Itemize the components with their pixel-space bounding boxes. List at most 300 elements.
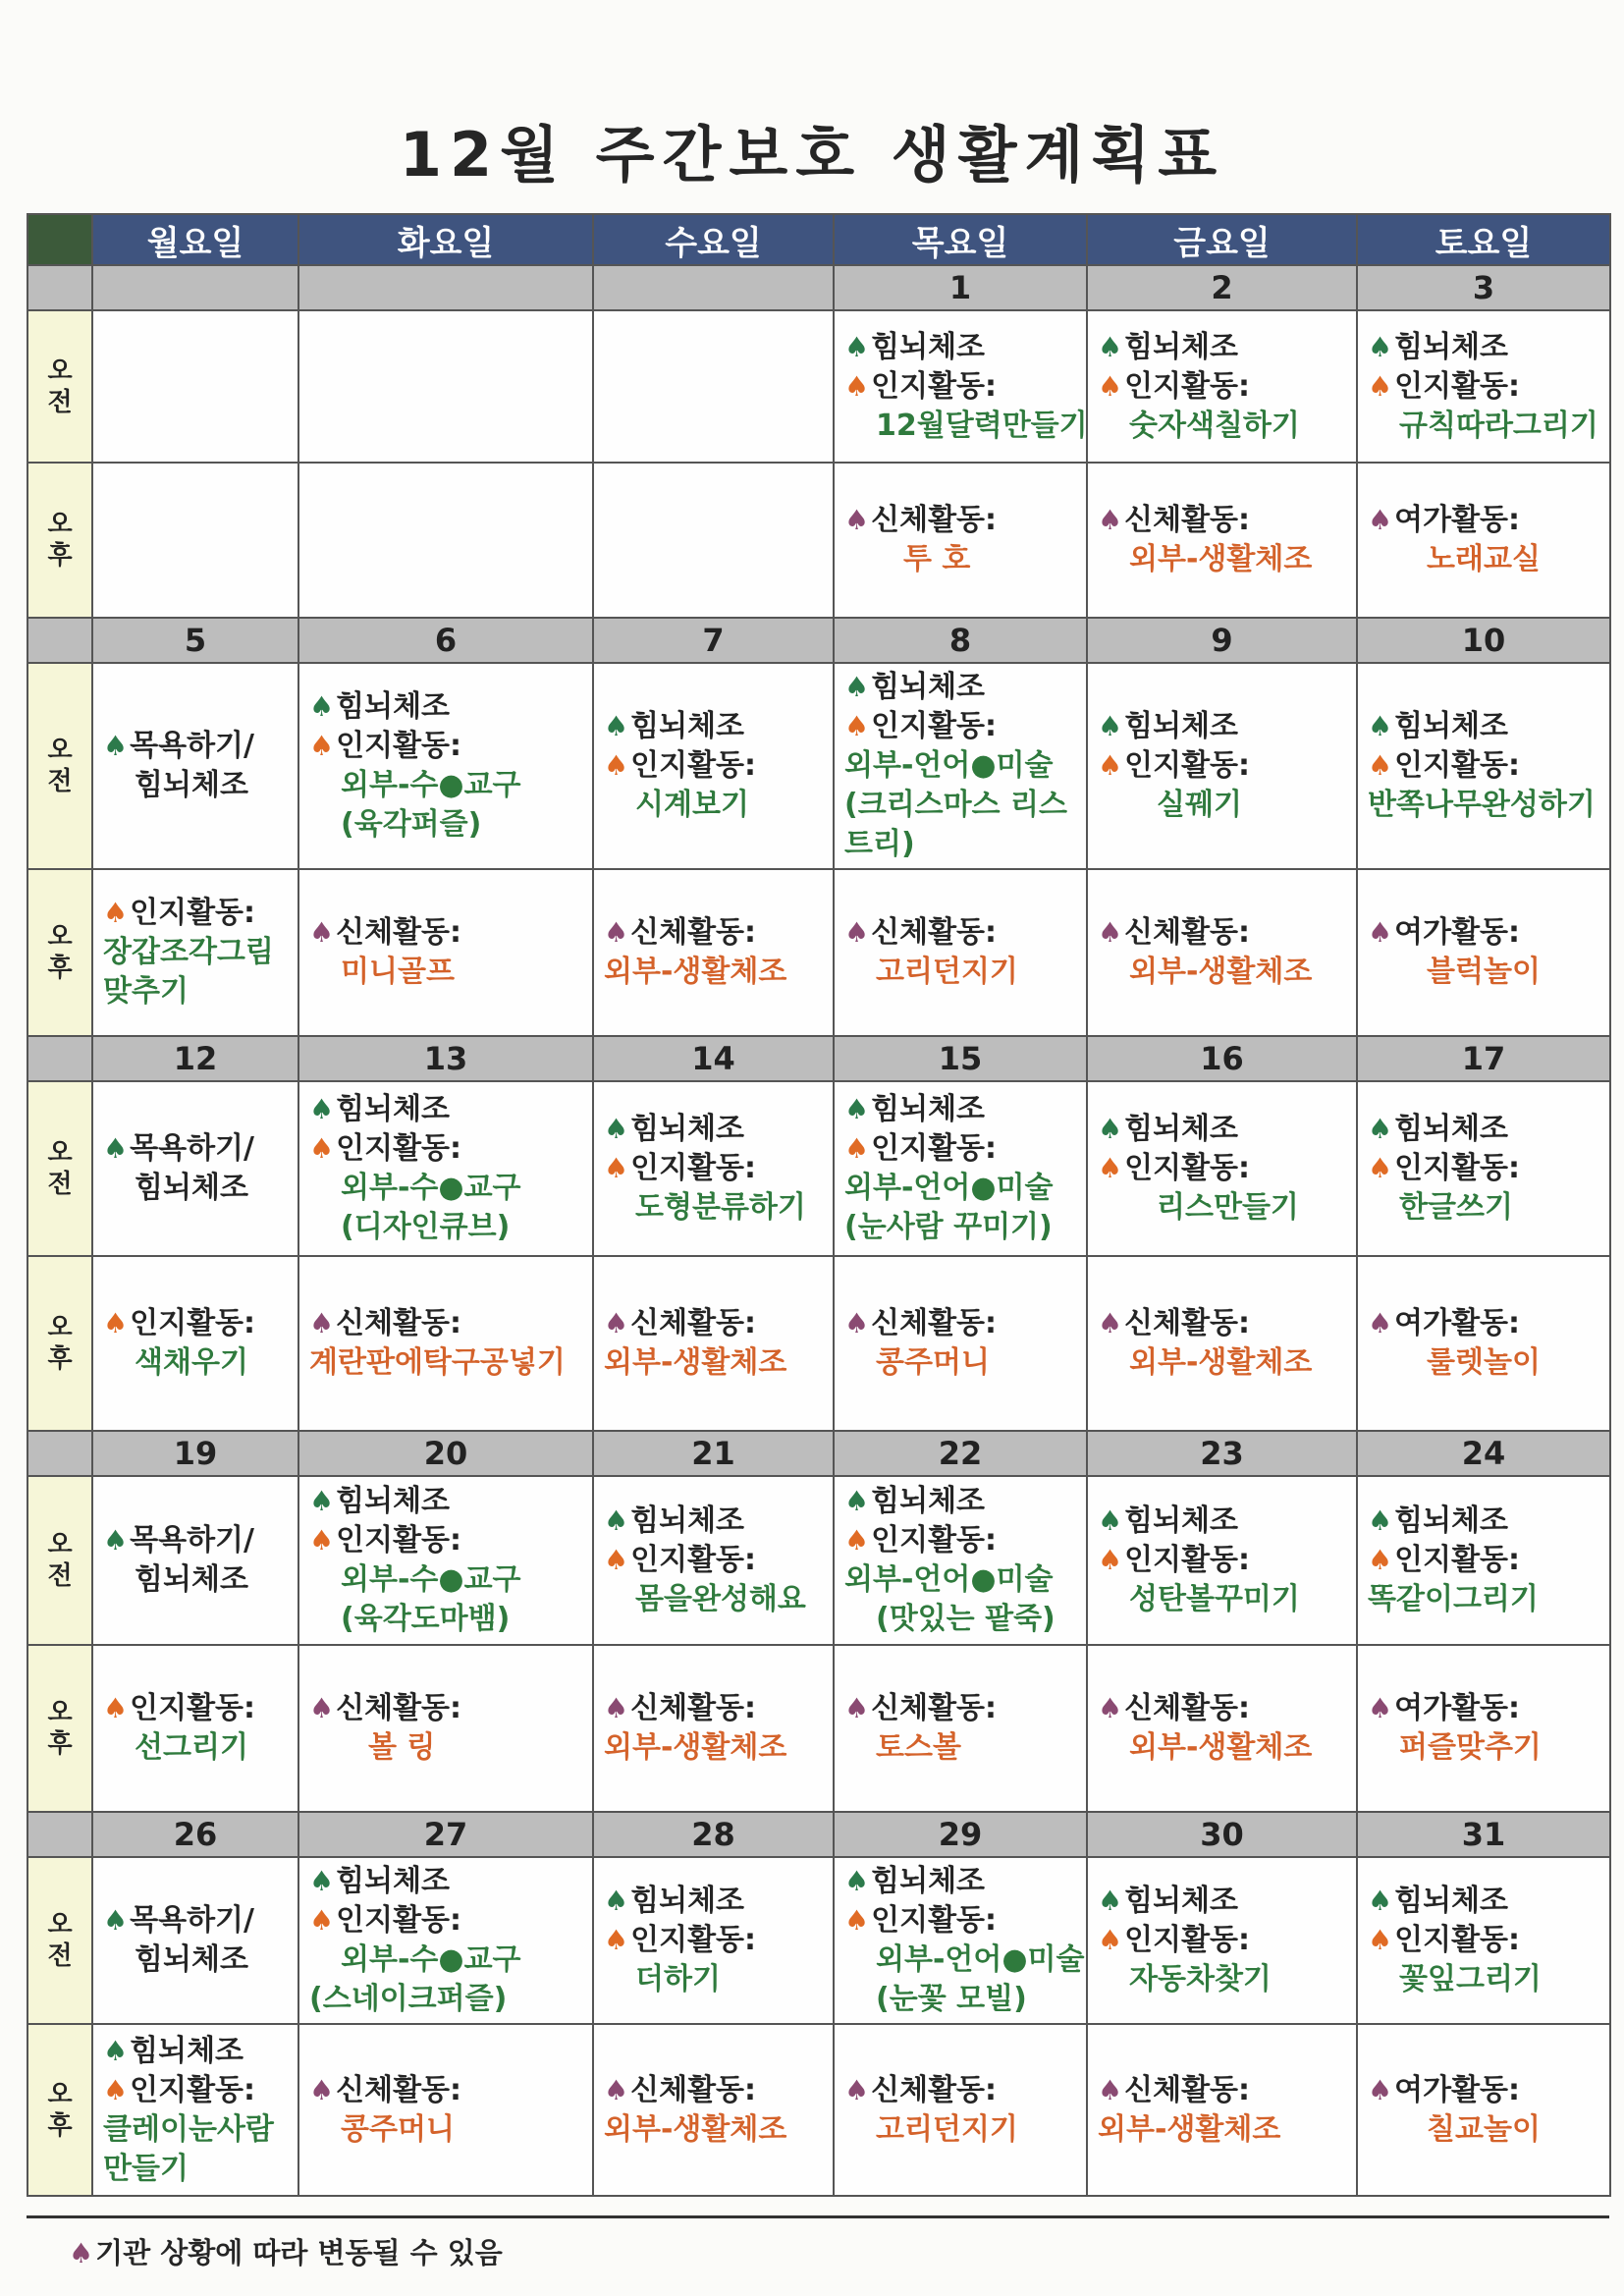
page-title: 12월 주간보호 생활계획표 [399,119,1225,191]
activity-text: 신체활동: [630,2072,757,2107]
activity-cell [92,869,298,1036]
date-cell: 3 [1357,265,1610,310]
date-cell: 27 [298,1812,593,1857]
activity-text: 여가활동: [1394,1306,1521,1340]
activity-line [1098,1541,1350,1580]
activity-text: 똑같이그리기 [1368,1582,1539,1616]
pm-label-char: 오 [47,1698,73,1727]
activity-line [309,913,586,953]
activity-line [103,727,292,766]
spade-purple-icon: ♠ [844,916,870,949]
activity-text: 힘뇌체조 [336,689,451,724]
activity-cell [1357,463,1610,618]
date-cell: 7 [593,618,834,663]
activity-line [103,933,292,972]
activity-line [309,1090,586,1129]
activity-line [1098,328,1350,367]
activity-line [1098,1110,1350,1149]
activity-text: 인지활동: [1394,368,1521,404]
activity-text: (스네이크퍼즐) [309,1982,508,2016]
activity-line [309,1901,586,1941]
activity-cell [593,1857,834,2024]
activity-line [844,1521,1080,1560]
activity-line [103,1941,292,1980]
activity-line [103,972,292,1011]
activity-text: 힘뇌체조 [135,1562,248,1597]
spade-green-icon: ♠ [309,1865,335,1897]
spade-green-icon: ♠ [1098,710,1123,742]
activity-line [844,1941,1085,1980]
activity-cell [593,310,834,463]
day-header: 수요일 [593,214,834,265]
activity-line [309,1862,586,1901]
activity-line [103,1901,292,1941]
spade-orange-icon: ♠ [103,1692,129,1724]
activity-text: 인지활동: [336,1903,462,1938]
activity-text: 힘뇌체조 [336,1092,451,1126]
activity-text: 외부-수●교구 [341,1171,521,1205]
spade-orange-icon: ♠ [309,730,335,762]
activity-text: 외부-생활체조 [604,1730,787,1765]
pm-label-char: 후 [47,1729,73,1759]
activity-line [1368,786,1603,825]
activity-line [1368,2110,1603,2150]
activity-line [103,1728,292,1768]
activity-cell [298,1476,593,1645]
activity-cell [298,869,593,1036]
activity-text: 인지활동: [871,1523,998,1558]
activity-line [604,913,827,953]
activity-line [1368,367,1603,407]
activity-text: 여가활동: [1394,915,1521,950]
activity-text: 인지활동: [1124,1543,1251,1577]
activity-line [1098,746,1350,786]
spade-green-icon: ♠ [1368,1113,1393,1145]
activity-line [1098,1304,1350,1343]
date-cell: 30 [1087,1812,1357,1857]
spade-green-icon: ♠ [309,1485,335,1517]
activity-line [309,1208,586,1247]
activity-text: 인지활동: [630,1923,757,1957]
activity-text: 고리던지기 [876,955,1018,989]
am-label-char: 오 [47,1138,73,1168]
activity-cell [593,1645,834,1812]
day-header: 목요일 [834,214,1087,265]
spade-purple-icon: ♠ [844,1692,870,1724]
activity-line [604,1304,827,1343]
am-label [27,310,92,463]
activity-cell [834,463,1087,618]
spade-green-icon: ♠ [604,1504,629,1537]
activity-text: 신체활동: [630,1306,757,1340]
activity-text: 신체활동: [336,2072,462,2107]
activity-text: 장갑조각그림 [103,935,274,969]
activity-cell [1087,463,1357,618]
spade-purple-icon: ♠ [309,1692,335,1724]
spade-purple-icon: ♠ [309,2073,335,2106]
activity-text: (육각퍼즐) [341,807,482,842]
activity-cell [593,1476,834,1645]
activity-line [309,1941,586,1980]
am-label-char: 전 [47,1170,73,1199]
activity-cell [298,1081,593,1256]
spade-orange-icon: ♠ [604,1152,629,1184]
activity-line [604,1882,827,1921]
activity-line [604,1580,827,1619]
spade-orange-icon: ♠ [1098,1152,1123,1184]
pm-label [27,1256,92,1431]
spade-purple-icon: ♠ [309,1307,335,1339]
activity-line [103,894,292,933]
activity-line [309,1304,586,1343]
spade-purple-icon: ♠ [309,916,335,949]
date-row-side [27,265,92,310]
activity-line [103,1560,292,1600]
date-cell [593,265,834,310]
activity-text: 블럭놀이 [1427,955,1541,989]
activity-line [844,913,1080,953]
activity-text: 외부-생활체조 [604,2111,787,2147]
pm-label-char: 오 [47,2079,73,2109]
activity-text: 외부-생활체조 [1098,2111,1281,2147]
am-row [27,1476,1610,1645]
activity-cell [298,1857,593,2024]
activity-line [1098,1580,1350,1619]
activity-text: 인지활동: [630,1151,757,1185]
activity-line [103,766,292,805]
spade-green-icon: ♠ [844,1865,870,1897]
activity-text: 여가활동: [1394,1691,1521,1725]
activity-line [1098,953,1350,992]
activity-line [1368,1188,1603,1228]
activity-line [1098,1882,1350,1921]
activity-line [604,1960,827,1999]
activity-text: 힘뇌체조 [1124,1112,1239,1146]
activity-text: 신체활동: [871,2072,998,2107]
activity-cell [834,1081,1087,1256]
date-row [27,618,1610,663]
activity-text: 노래교실 [1427,542,1541,576]
activity-line [103,1169,292,1208]
date-cell: 12 [92,1036,298,1081]
activity-line [1098,407,1350,446]
activity-text: 힘뇌체조 [135,768,248,802]
activity-line [604,1541,827,1580]
activity-cell [1087,1645,1357,1812]
activity-text: 힘뇌체조 [130,2033,244,2068]
am-label-char: 전 [47,767,73,796]
activity-line [604,1343,827,1383]
spade-green-icon: ♠ [1368,330,1393,363]
activity-cell [298,463,593,618]
activity-text: 인지활동: [336,729,462,763]
activity-text: 힘뇌체조 [630,1503,745,1538]
activity-text: 콩주머니 [341,2111,455,2147]
activity-line [604,2071,827,2110]
activity-cell [834,1476,1087,1645]
date-cell: 17 [1357,1036,1610,1081]
date-row-side [27,1036,92,1081]
date-cell: 29 [834,1812,1087,1857]
activity-cell [1357,310,1610,463]
activity-text: 힘뇌체조 [336,1864,451,1898]
activity-text: 투 호 [903,542,971,576]
activity-cell [92,1645,298,1812]
spade-orange-icon: ♠ [844,1132,870,1165]
activity-text: 힘뇌체조 [871,1864,986,1898]
activity-line [1098,707,1350,746]
date-cell: 22 [834,1431,1087,1476]
spade-green-icon: ♠ [844,330,870,363]
activity-cell [834,1256,1087,1431]
activity-text: 신체활동: [1124,1691,1251,1725]
activity-text: 퍼즐맞추기 [1399,1730,1542,1765]
pm-label [27,2024,92,2196]
activity-line [844,1208,1080,1247]
activity-line [1098,1343,1350,1383]
date-cell: 20 [298,1431,593,1476]
pm-label-char: 후 [47,1344,73,1374]
activity-line [1368,1960,1603,1999]
spade-orange-icon: ♠ [844,369,870,403]
spade-purple-icon: ♠ [1098,2073,1123,2106]
activity-line [309,687,586,727]
date-cell [92,265,298,310]
activity-text: 신체활동: [336,1306,462,1340]
activity-line [1368,953,1603,992]
activity-line [1098,1689,1350,1728]
activity-cell [1357,1857,1610,2024]
activity-cell [1087,1857,1357,2024]
spade-purple-icon: ♠ [604,1692,629,1724]
activity-text: 규칙따라그리기 [1399,408,1598,443]
spade-purple-icon: ♠ [604,2073,629,2106]
activity-text: 외부-언어●미술 [844,748,1054,783]
date-cell: 16 [1087,1036,1357,1081]
activity-line [1368,1882,1603,1921]
date-cell: 1 [834,265,1087,310]
activity-line [309,1521,586,1560]
spade-orange-icon: ♠ [103,2073,129,2106]
spade-orange-icon: ♠ [309,1904,335,1937]
date-row [27,1431,1610,1476]
activity-text: 힘뇌체조 [871,329,986,364]
activity-line [844,668,1080,707]
activity-text: 외부-수●교구 [341,1562,521,1597]
activity-cell [593,663,834,869]
spade-orange-icon: ♠ [1098,1924,1123,1956]
activity-text: 맞추기 [103,974,189,1009]
activity-text: 인지활동: [871,1131,998,1166]
activity-text: 목욕하기/ [130,1131,254,1166]
spade-orange-icon: ♠ [844,710,870,742]
activity-text: 신체활동: [1124,915,1251,950]
pm-row [27,1256,1610,1431]
activity-text: 힘뇌체조 [1394,709,1509,743]
activity-cell [1357,663,1610,869]
activity-line [1368,1304,1603,1343]
activity-line [103,2150,292,2189]
activity-line [1368,540,1603,579]
activity-text: 클레이눈사람 [103,2111,274,2147]
activity-line [309,1728,586,1768]
activity-line [604,786,827,825]
activity-text: 외부-언어●미술 [844,1171,1054,1205]
spade-orange-icon: ♠ [604,1924,629,1956]
activity-text: 인지활동: [630,748,757,783]
activity-line [103,1521,292,1560]
spade-purple-icon: ♠ [1368,2073,1393,2106]
activity-line [103,2071,292,2110]
am-label-char: 오 [47,355,73,386]
activity-cell [1357,1476,1610,1645]
activity-text: 도형분류하기 [635,1190,806,1225]
activity-cell [593,869,834,1036]
activity-line [103,2032,292,2071]
activity-text: 인지활동: [130,2072,256,2107]
activity-text: 신체활동: [871,915,998,950]
spade-orange-icon: ♠ [1098,1544,1123,1576]
date-row-side [27,618,92,663]
spade-orange-icon: ♠ [1368,1544,1393,1576]
activity-line [1368,407,1603,446]
activity-line [844,1689,1080,1728]
activity-line [309,1129,586,1169]
am-label-char: 오 [47,1910,73,1940]
activity-text: 인지활동: [1124,368,1251,404]
activity-text: 숫자색칠하기 [1129,408,1300,443]
activity-text: 신체활동: [336,915,462,950]
activity-text: 인지활동: [130,896,256,930]
spade-orange-icon: ♠ [844,1904,870,1937]
spade-green-icon: ♠ [103,1524,129,1557]
pm-row [27,463,1610,618]
activity-text: 힘뇌체조 [135,1942,248,1977]
activity-cell [1357,1081,1610,1256]
activity-line [103,1689,292,1728]
activity-line [1368,328,1603,367]
activity-cell [1087,1081,1357,1256]
activity-text: 외부-수●교구 [341,1942,521,1977]
spade-green-icon: ♠ [844,1093,870,1125]
activity-text: 외부-생활체조 [1129,1345,1313,1380]
activity-text: 시계보기 [635,788,749,822]
activity-line [1368,707,1603,746]
activity-text: 힘뇌체조 [1124,329,1239,364]
spade-green-icon: ♠ [1098,1885,1123,1917]
activity-text: 신체활동: [1124,503,1251,537]
date-cell: 23 [1087,1431,1357,1476]
spade-purple-icon: ♠ [1098,916,1123,949]
activity-line [844,1090,1080,1129]
activity-line [844,1901,1080,1941]
activity-text: 외부-생활체조 [1129,1730,1313,1765]
activity-text: 인지활동: [871,368,998,404]
activity-text: 외부-생활체조 [604,955,787,989]
spade-orange-icon: ♠ [309,1132,335,1165]
spade-orange-icon: ♠ [1368,1924,1393,1956]
activity-text: 성탄볼꾸미기 [1129,1582,1300,1616]
activity-line [103,1343,292,1383]
activity-cell [834,1645,1087,1812]
activity-line [309,1689,586,1728]
spade-green-icon: ♠ [103,2034,129,2067]
activity-text: 인지활동: [1124,1151,1251,1185]
activity-line [1098,1728,1350,1768]
am-row [27,1857,1610,2024]
activity-text: 인지활동: [630,1543,757,1577]
activity-cell [1087,663,1357,869]
activity-line [103,1129,292,1169]
spade-orange-icon: ♠ [309,1524,335,1557]
activity-cell [298,1256,593,1431]
activity-line [309,1600,586,1639]
activity-line [604,2110,827,2150]
activity-line [844,1343,1080,1383]
date-cell [298,265,593,310]
activity-line [844,786,1080,825]
spade-green-icon: ♠ [103,1132,129,1165]
am-label-char: 오 [47,1530,73,1559]
am-row [27,310,1610,463]
activity-line [1098,1502,1350,1541]
activity-line [844,1980,1080,2019]
am-row [27,1081,1610,1256]
activity-line [844,1129,1080,1169]
date-cell: 15 [834,1036,1087,1081]
date-cell: 31 [1357,1812,1610,1857]
am-label [27,1081,92,1256]
date-row [27,1812,1610,1857]
activity-line [309,1980,586,2019]
date-cell: 24 [1357,1431,1610,1476]
spade-purple-icon: ♠ [1368,916,1393,949]
activity-line [604,1110,827,1149]
activity-line [844,540,1080,579]
activity-line [1098,1960,1350,1999]
activity-cell [92,1857,298,2024]
activity-cell [593,463,834,618]
activity-text: 신체활동: [871,1691,998,1725]
activity-line [844,1169,1080,1208]
activity-text: 인지활동: [871,709,998,743]
activity-line [309,1169,586,1208]
activity-text: 한글쓰기 [1399,1190,1513,1225]
activity-text: 꽃잎그리기 [1399,1962,1542,1996]
spade-green-icon: ♠ [844,671,870,703]
activity-line [604,1728,827,1768]
activity-line [604,746,827,786]
pm-row [27,1645,1610,1812]
activity-text: 고리던지기 [876,2111,1018,2147]
activity-cell [1087,2024,1357,2196]
spade-green-icon: ♠ [1368,1885,1393,1917]
activity-text: 몸을완성해요 [635,1582,806,1616]
activity-text: 인지활동: [1394,748,1521,783]
am-label [27,1857,92,2024]
activity-line [604,1149,827,1188]
activity-line [844,1728,1080,1768]
activity-text: 리스만들기 [1157,1190,1299,1225]
activity-cell [92,663,298,869]
activity-text: 색채우기 [135,1345,248,1380]
spade-orange-icon: ♠ [604,1544,629,1576]
activity-line [1098,540,1350,579]
footnote [69,2231,503,2271]
activity-text: 인지활동: [1394,1923,1521,1957]
pm-label [27,463,92,618]
activity-line [844,407,1088,446]
